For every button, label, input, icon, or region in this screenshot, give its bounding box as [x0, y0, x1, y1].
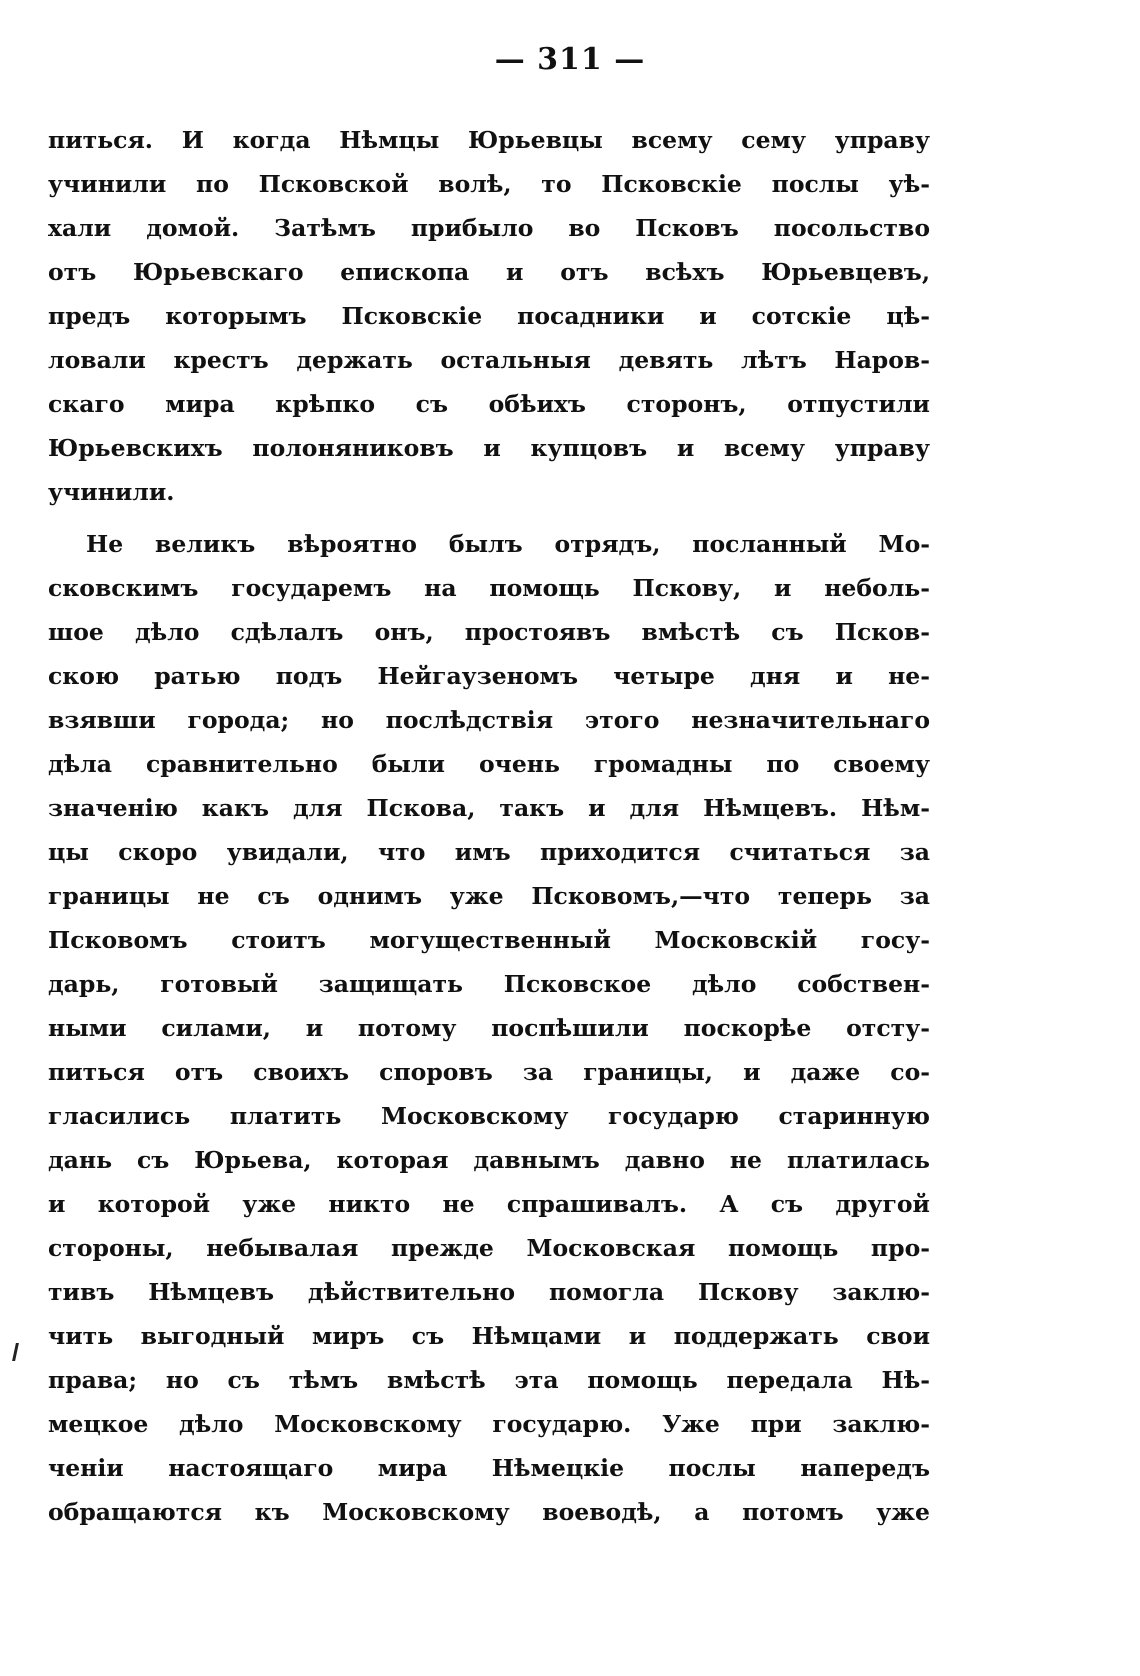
text-line: гласились платить Московскому государю старинную: [48, 1102, 930, 1130]
text-line: ными силами, и потому поспѣшили поскорѣе отсту-: [48, 1014, 930, 1042]
text-line: шое дѣло сдѣлалъ онъ, простоявъ вмѣстѣ съ Псков-: [48, 618, 930, 646]
margin-ink-mark: [12, 1343, 19, 1361]
text-line: мецкое дѣло Московскому государю. Уже при заклю-: [48, 1410, 930, 1438]
text-line: тивъ Нѣмцевъ дѣйствительно помогла Пскову заклю-: [48, 1278, 930, 1306]
text-line: скою ратью подъ Нейгаузеномъ четыре дня и не-: [48, 662, 930, 690]
text-line: и которой уже никто не спрашивалъ. А съ другой: [48, 1190, 930, 1218]
text-line: учинили.: [48, 478, 175, 506]
text-line: хали домой. Затѣмъ прибыло во Псковъ посольство: [48, 214, 930, 242]
text-line: чить выгодный миръ съ Нѣмцами и поддержать свои: [48, 1322, 930, 1350]
text-line: учинили по Псковской волѣ, то Псковскіе послы уѣ-: [48, 170, 930, 198]
text-line: Псковомъ стоитъ могущественный Московскій госу-: [48, 926, 930, 954]
paragraph-gap: [48, 514, 930, 522]
text-line: Юрьевскихъ полоняниковъ и купцовъ и всему управу: [48, 434, 930, 462]
text-line: дань съ Юрьева, которая давнымъ давно не платилась: [48, 1146, 930, 1174]
text-line: значенію какъ для Пскова, такъ и для Нѣмцевъ. Нѣм-: [48, 794, 930, 822]
text-line: цы скоро увидали, что имъ приходится считаться за: [48, 838, 930, 866]
text-line: сковскимъ государемъ на помощь Пскову, и неболь-: [48, 574, 930, 602]
page-number: — 311 —: [494, 42, 646, 77]
text-line: права; но съ тѣмъ вмѣстѣ эта помощь передала Нѣ-: [48, 1366, 930, 1394]
text-line: взявши города; но послѣдствія этого незначительнаго: [48, 706, 930, 734]
text-line: питься. И когда Нѣмцы Юрьевцы всему сему управу: [48, 126, 930, 154]
paragraph-1: [48, 118, 930, 514]
text-line: дарь, готовый защищать Псковское дѣло собствен-: [48, 970, 930, 998]
text-line: отъ Юрьевскаго епископа и отъ всѣхъ Юрьевцевъ,: [48, 258, 930, 286]
text-line: обращаются къ Московскому воеводѣ, а потомъ уже: [48, 1498, 930, 1526]
text-line: границы не съ однимъ уже Псковомъ,—что теперь за: [48, 882, 930, 910]
text-line: дѣла сравнительно были очень громадны по своему: [48, 750, 930, 778]
paragraph-2: [48, 522, 930, 1534]
text-line: ченіи настоящаго мира Нѣмецкіе послы напередъ: [48, 1454, 930, 1482]
text-line: Не великъ вѣроятно былъ отрядъ, посланный Мо-: [86, 530, 930, 558]
text-line: ловали крестъ держать остальныя девять лѣтъ Наров-: [48, 346, 930, 374]
text-line: скаго мира крѣпко съ обѣихъ сторонъ, отпустили: [48, 390, 930, 418]
text-line: питься отъ своихъ споровъ за границы, и даже со-: [48, 1058, 930, 1086]
text-line: предъ которымъ Псковскіе посадники и сотскіе цѣ-: [48, 302, 930, 330]
text-line: стороны, небывалая прежде Московская помощь про-: [48, 1234, 930, 1262]
body-text: [48, 118, 930, 1534]
